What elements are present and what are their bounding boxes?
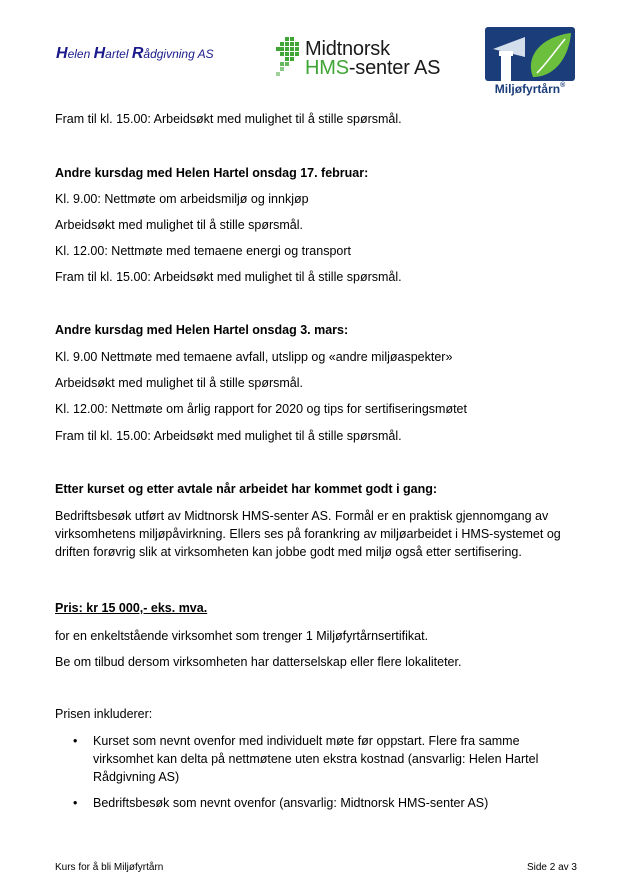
hms-cross-mark-icon	[276, 37, 302, 77]
miljofyrtarn-logo	[482, 27, 578, 99]
lighthouse-leaf-icon	[485, 27, 575, 81]
day2-item: Arbeidsøkt med mulighet til å stille spørsmål.	[55, 218, 303, 232]
bullet-icon: •	[73, 796, 78, 810]
bullet-icon: •	[73, 734, 78, 748]
day3-heading: Andre kursdag med Helen Hartel onsdag 3. mars:	[55, 323, 349, 337]
after-course-heading: Etter kurset og etter avtale når arbeidet har kommet godt i gang:	[55, 482, 438, 496]
day3-item: Arbeidsøkt med mulighet til å stille spørsmål.	[55, 376, 303, 390]
footer-title: Kurs for å bli Miljøfyrtårn	[55, 862, 164, 873]
intro-line: Fram til kl. 15.00: Arbeidsøkt med mulighet til å stille spørsmål.	[55, 112, 402, 126]
page-header	[0, 0, 631, 105]
day3-item: Fram til kl. 15.00: Arbeidsøkt med mulighet til å stille spørsmål.	[55, 429, 402, 443]
midtnorsk-hms-logo	[276, 37, 441, 79]
price-line: for en enkeltstående virksomhet som trenger 1 Miljøfyrtårnsertifikat.	[55, 629, 429, 643]
day2-item: Fram til kl. 15.00: Arbeidsøkt med mulighet til å stille spørsmål.	[55, 270, 402, 284]
price-heading: Pris: kr 15 000,- eks. mva.	[55, 601, 208, 615]
miljofyrtarn-logo-text: Miljøfyrtårn®	[494, 82, 566, 96]
day2-item: Kl. 9.00: Nettmøte om arbeidsmiljø og innkjøp	[55, 192, 309, 206]
day2-item: Kl. 12.00: Nettmøte med temaene energi og transport	[55, 244, 351, 258]
includes-heading: Prisen inkluderer:	[55, 707, 153, 721]
list-item-text: Kurset som nevnt ovenfor med individuelt møte før oppstart. Flere fra samme virksomhet kan delta på nettmøtene uten ekstra kostnad (ansvarlig: Helen Hartel Rådgivning AS)	[93, 734, 539, 784]
page-number: Side 2 av 3	[526, 862, 577, 873]
midtnorsk-logo-line1: Midtnorsk	[305, 38, 390, 60]
day3-item: Kl. 12.00: Nettmøte om årlig rapport for 2020 og tips for sertifiseringsmøtet	[55, 402, 467, 416]
after-course-text: Bedriftsbesøk utført av Midtnorsk HMS-senter AS. Formål er en praktisk gjennomgang av virksomhetens miljøpåvirkning. Ellers ses på forankring av miljøarbeidet i HMS-systemet og driften forøvrig slik at virksomheten kan jobbe godt med miljø også etter sertifisering.	[55, 509, 561, 559]
price-line: Be om tilbud dersom virksomheten har datterselskap eller flere lokaliteter.	[55, 655, 462, 669]
helen-hartel-logo: Helen Hartel Rådgivning AS	[56, 45, 214, 62]
day2-heading: Andre kursdag med Helen Hartel onsdag 17. februar:	[55, 166, 369, 180]
day3-item: Kl. 9.00 Nettmøte med temaene avfall, utslipp og «andre miljøaspekter»	[55, 350, 453, 364]
midtnorsk-logo-line2: HMS-senter AS	[305, 57, 441, 79]
list-item-text: Bedriftsbesøk som nevnt ovenfor (ansvarlig: Midtnorsk HMS-senter AS)	[93, 796, 489, 810]
